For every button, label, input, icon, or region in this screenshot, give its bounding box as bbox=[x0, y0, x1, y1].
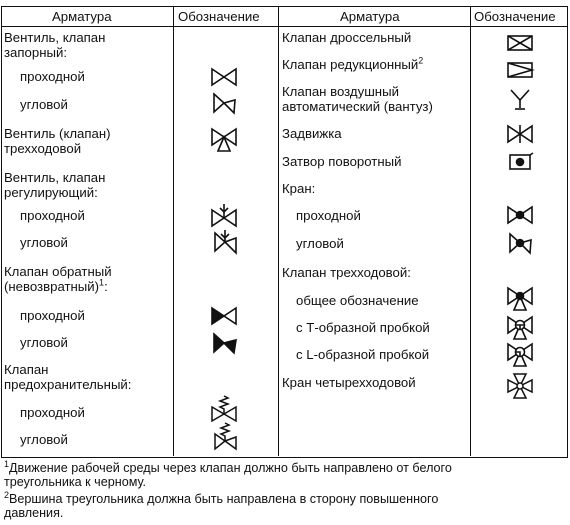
safety-valve-straight-icon bbox=[209, 396, 239, 422]
cock-straight-icon bbox=[505, 202, 535, 228]
footnote-ref: 2 bbox=[418, 55, 424, 66]
row-label: угловой bbox=[20, 97, 68, 112]
three-way-t-plug-icon bbox=[505, 314, 535, 340]
row-label: Клапан воздушный автоматический (вантуз) bbox=[282, 84, 433, 114]
butterfly-valve-icon bbox=[505, 149, 535, 175]
row-label: Клапан обратный (невозвратный) bbox=[4, 264, 112, 294]
valve-angle-icon bbox=[209, 90, 239, 116]
row-label: проходной bbox=[296, 208, 361, 223]
row-label: с Т-образной пробкой bbox=[296, 320, 430, 335]
three-way-general-icon bbox=[505, 285, 535, 311]
row-label: угловой bbox=[20, 235, 68, 250]
row-label: проходной bbox=[20, 405, 85, 420]
check-valve-straight-icon bbox=[209, 303, 239, 329]
row-label: Вентиль, клапан регулирующий: bbox=[4, 170, 106, 200]
row-label: проходной bbox=[20, 208, 85, 223]
column-divider bbox=[470, 6, 471, 456]
column-divider bbox=[173, 6, 174, 456]
row-label: Вентиль, клапан запорный: bbox=[4, 30, 106, 60]
regulating-valve-straight-icon bbox=[209, 202, 239, 228]
four-way-cock-icon bbox=[505, 373, 535, 399]
check-valve-angle-icon bbox=[209, 330, 239, 356]
row-label: угловой bbox=[296, 236, 344, 251]
row-label: Задвижка bbox=[282, 126, 342, 141]
footnote-2 bbox=[4, 489, 439, 520]
air-valve-icon bbox=[505, 86, 535, 112]
row-label: Кран четырехходовой bbox=[282, 375, 416, 390]
gate-valve-icon bbox=[505, 121, 535, 147]
row-label-reducing bbox=[282, 57, 423, 72]
row-label: Вентиль (клапан) трехходовой bbox=[4, 126, 111, 156]
footnote-mark: 2 bbox=[4, 489, 10, 500]
row-label: Кран: bbox=[282, 181, 316, 196]
row-label: проходной bbox=[20, 69, 85, 84]
footnote-text: Вершина треугольника должна быть направлена в сторону повышенного давления. bbox=[4, 492, 439, 520]
row-label: проходной bbox=[20, 308, 85, 323]
header-left-armatura: Арматура bbox=[52, 9, 112, 24]
row-label: угловой bbox=[20, 335, 68, 350]
reducing-valve-icon bbox=[505, 57, 535, 83]
regulating-valve-angle-icon bbox=[209, 229, 239, 255]
header-left-oboznachenie: Обозначение bbox=[178, 9, 260, 24]
throttle-valve-icon bbox=[505, 30, 535, 56]
row-label-suffix: : bbox=[104, 279, 108, 294]
valve-straight-icon bbox=[209, 64, 239, 90]
row-label: Клапан предохранительный: bbox=[4, 362, 132, 392]
footnote-mark: 1 bbox=[4, 458, 10, 469]
row-label: Клапан редукционный bbox=[282, 57, 419, 72]
header-right-oboznachenie: Обозначение bbox=[474, 9, 556, 24]
footnote-text: Движение рабочей среды через клапан должно быть направлено от белого треугольника к черному. bbox=[4, 461, 452, 489]
row-label: Клапан дроссельный bbox=[282, 30, 412, 45]
three-way-l-plug-icon bbox=[505, 341, 535, 367]
safety-valve-angle-icon bbox=[209, 424, 239, 450]
valve-three-way-icon bbox=[209, 126, 239, 152]
row-label: с L-образной пробкой bbox=[296, 347, 430, 362]
column-divider bbox=[278, 6, 279, 456]
cock-angle-icon bbox=[505, 230, 535, 256]
footnote-ref: 1 bbox=[99, 277, 105, 288]
row-label: Затвор поворотный bbox=[282, 154, 402, 169]
row-label: общее обозначение bbox=[296, 293, 419, 308]
row-label: Клапан трехходовой: bbox=[282, 265, 411, 280]
row-label: угловой bbox=[20, 432, 68, 447]
header-right-armatura: Арматура bbox=[340, 9, 400, 24]
header-divider bbox=[1, 26, 568, 27]
footnote-1 bbox=[4, 458, 452, 489]
row-label-check-valve bbox=[4, 264, 112, 294]
